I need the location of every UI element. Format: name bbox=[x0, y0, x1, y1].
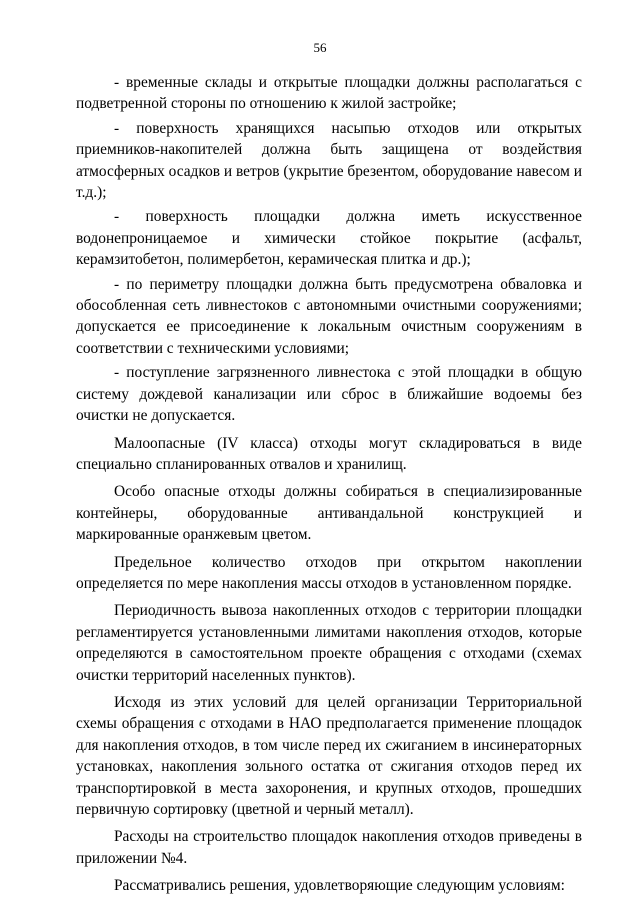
list-item-surface-protection: - поверхность хранящихся насыпью отходов или открытых приемников-накопителей должна быть защищена от воздействия атмосферных осадков и ветров (укрытие брезентом, оборудование навесом и т.д.); bbox=[76, 119, 582, 202]
paragraph-accumulation-limit: Предельное количество отходов при открытом накоплении определяется по мере накопления массы отходов в установленном порядке. bbox=[76, 553, 582, 592]
list-item-temporary-storage: - временные склады и открытые площадки должны располагаться с подветренной стороны по отношению к жилой застройке; bbox=[76, 74, 582, 113]
list-item-perimeter-drainage: - по периметру площадки должна быть предусмотрена обваловка и обособленная сеть ливнестоков с автономными очистными сооружениями; допускается ее присоединение к локальным очистным сооружениям в соответствии с техническими условиями; bbox=[76, 275, 582, 357]
paragraph-low-hazard-waste: Малоопасные (IV класса) отходы могут складироваться в виде специально спланированных отвалов и хранилищ. bbox=[76, 434, 582, 473]
document-body bbox=[76, 72, 582, 900]
paragraph-hazardous-waste: Особо опасные отходы должны собираться в специализированные контейнеры, оборудованные антивандальной конструкцией и маркированные оранжевым цветом. bbox=[76, 483, 582, 544]
list-item-waterproof-coating: - поверхность площадки должна иметь искусственное водонепроницаемое и химически стойкое покрытие (асфальт, керамзитобетон, полимербетон, керамическая плитка и др.); bbox=[76, 208, 582, 269]
paragraph-construction-costs: Расходы на строительство площадок накопления отходов приведены в приложении №4. bbox=[76, 828, 582, 867]
paragraph-territorial-scheme: Исходя из этих условий для целей организации Территориальной схемы обращения с отходами в НАО предполагается применение площадок для накопления отходов, в том числе перед их сжиганием в инсинераторных установках, накопления зольного остатка от сжигания отходов перед их транспортировкой в места захоронения, и крупных отходов, прошедших первичную сортировку (цветной и черный металл). bbox=[76, 693, 582, 818]
paragraph-considered-solutions: Рассматривались решения, удовлетворяющие следующим условиям: bbox=[114, 877, 565, 895]
paragraph-removal-frequency: Периодичность вывоза накопленных отходов с территории площадки регламентируется установленными лимитами накопления отходов, которые определяются в самостоятельном проекте обращения с отходами (схемах очистки территорий населенных пунктов). bbox=[76, 602, 582, 684]
list-item-runoff-restriction: - поступление загрязненного ливнестока с этой площадки в общую систему дождевой канализации или сброс в ближайшие водоемы без очистки не допускается. bbox=[76, 364, 582, 425]
page-number: 56 bbox=[313, 40, 327, 55]
